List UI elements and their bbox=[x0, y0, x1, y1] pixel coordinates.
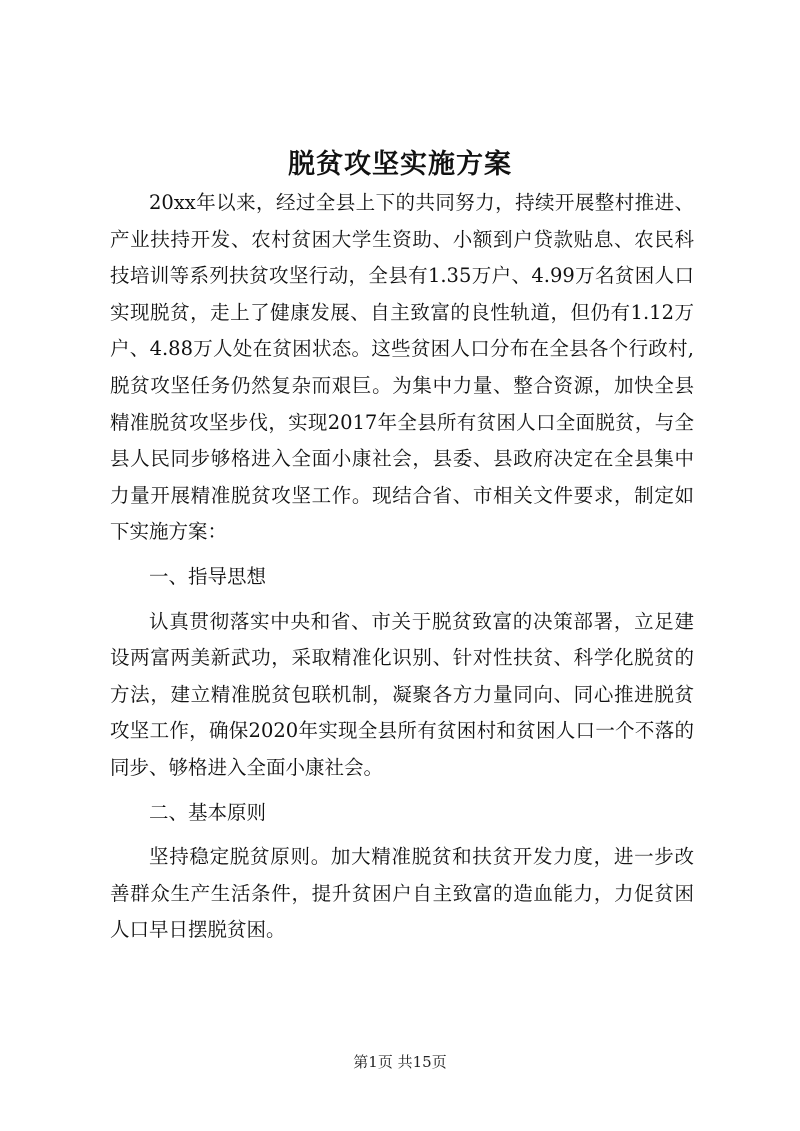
guiding-ideology-paragraph: 认真贯彻落实中央和省、市关于脱贫致富的决策部署，立足建设两富两美新武功，采取精准化识别、针对性扶贫、科学化脱贫的方法，建立精准脱贫包联机制，凝聚各方力量同向、同心推进脱贫攻坚工作，确保2020年实现全县所有贫困村和贫困人口一个不落的同步、够格进入全面小康社会。 bbox=[110, 609, 694, 779]
document-body bbox=[110, 185, 694, 949]
section-heading-basic-principles: 二、基本原则 bbox=[149, 800, 267, 824]
intro-paragraph: 20xx年以来，经过全县上下的共同努力，持续开展整村推进、产业扶持开发、农村贫困大学生资助、小额到户贷款贴息、农民科技培训等系列扶贫攻坚行动，全县有1.35万户、4.99万名贫困人口实现脱贫，走上了健康发展、自主致富的良性轨道，但仍有1.12万户、4.88万人处在贫困状态。这些贫困人口分布在全县各个行政村,脱贫攻坚任务仍然复杂而艰巨。为集中力量、整合资源，加快全县精准脱贫攻坚步伐，实现2017年全县所有贫困人口全面脱贫，与全县人民同步够格进入全面小康社会，县委、县政府决定在全县集中力量开展精准脱贫攻坚工作。现结合省、市相关文件要求，制定如下实施方案： bbox=[110, 191, 694, 544]
basic-principles-paragraph: 坚持稳定脱贫原则。加大精准脱贫和扶贫开发力度，进一步改善群众生产生活条件，提升贫困户自主致富的造血能力，力促贫困人口早日摆脱贫困。 bbox=[110, 845, 694, 942]
document-title: 脱贫攻坚实施方案 bbox=[288, 149, 512, 180]
page-number-footer: 第1页 共15页 bbox=[353, 1053, 447, 1071]
section-heading-guiding-ideology: 一、指导思想 bbox=[149, 564, 267, 588]
